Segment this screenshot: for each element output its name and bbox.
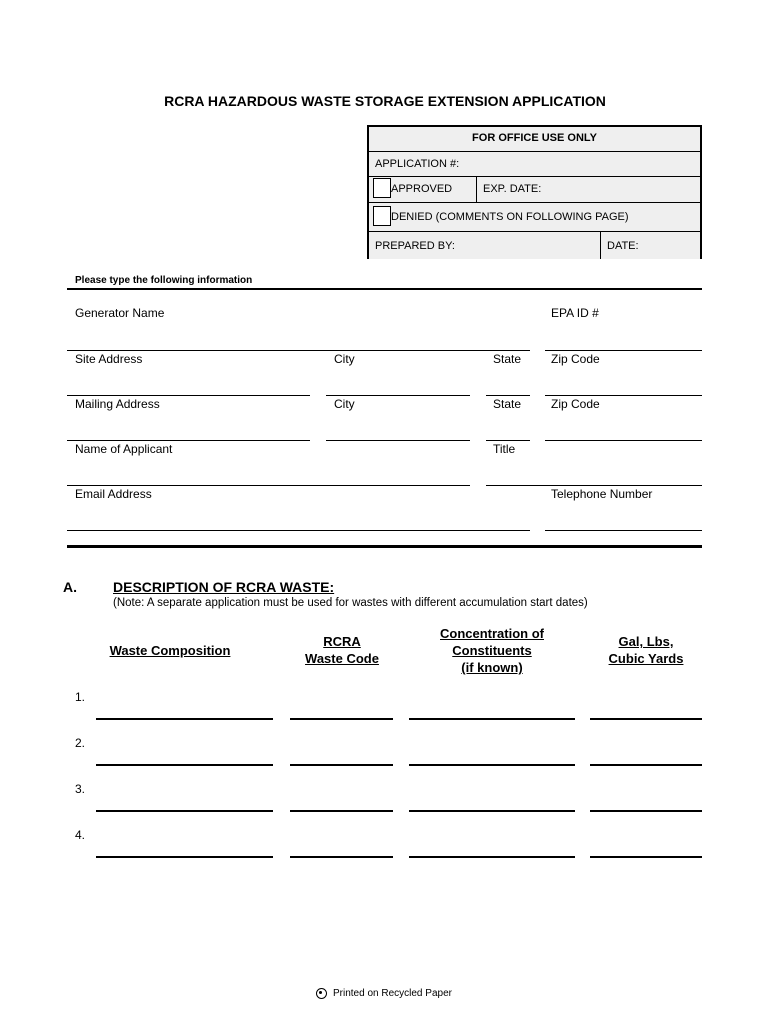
concentration-header-line3: (if known)	[461, 660, 523, 675]
concentration-header-line2: Constituents	[452, 643, 532, 658]
telephone-number-field[interactable]	[545, 530, 702, 531]
mailing-city-field[interactable]	[326, 440, 470, 441]
applicant-title-label: Title	[493, 442, 516, 456]
email-address-label: Email Address	[75, 487, 152, 501]
row4-waste-code-field[interactable]	[290, 856, 393, 858]
quantity-header-line2: Cubic Yards	[608, 651, 684, 666]
row-number-1: 1.	[75, 690, 86, 704]
section-end-divider	[67, 545, 702, 548]
row1-waste-code-field[interactable]	[290, 718, 393, 720]
site-city-field[interactable]	[326, 395, 470, 396]
section-a-heading: DESCRIPTION OF RCRA WASTE:	[113, 579, 335, 595]
concentration-header	[412, 625, 572, 676]
row-number-3: 3.	[75, 782, 86, 796]
section-a-note: (Note: A separate application must be used for wastes with different accumulation start dates)	[113, 597, 588, 609]
office-use-header: FOR OFFICE USE ONLY	[369, 127, 700, 151]
footer	[316, 988, 452, 999]
row-number-4: 4.	[75, 828, 86, 842]
epa-id-label: EPA ID #	[551, 306, 599, 320]
site-zip-field[interactable]	[545, 395, 702, 396]
footer-text: Printed on Recycled Paper	[333, 988, 452, 1000]
site-address-label: Site Address	[75, 352, 143, 366]
office-date-label: DATE:	[607, 240, 639, 252]
row2-waste-code-field[interactable]	[290, 764, 393, 766]
row1-concentration-field[interactable]	[409, 718, 575, 720]
epa-id-field[interactable]	[545, 350, 702, 351]
row2-waste-composition-field[interactable]	[96, 764, 273, 766]
waste-composition-header: Waste Composition	[109, 643, 231, 658]
section-a-letter: A.	[63, 579, 77, 595]
quantity-header-line1: Gal, Lbs,	[618, 634, 674, 649]
quantity-units-header	[586, 633, 706, 667]
site-state-field[interactable]	[486, 395, 530, 396]
applicant-name-field[interactable]	[67, 485, 470, 486]
mailing-state-label: State	[493, 397, 522, 411]
applicant-title-field[interactable]	[486, 485, 702, 486]
mailing-city-label: City	[334, 397, 355, 411]
telephone-number-label: Telephone Number	[551, 487, 653, 501]
row3-concentration-field[interactable]	[409, 810, 575, 812]
mailing-address-label: Mailing Address	[75, 397, 160, 411]
rcra-waste-code-header	[282, 633, 402, 667]
prepared-by-label: PREPARED BY:	[375, 240, 455, 252]
approved-label: APPROVED	[391, 183, 453, 195]
generator-name-field[interactable]	[67, 350, 530, 351]
exp-date-label: EXP. DATE:	[483, 183, 542, 195]
concentration-header-line1: Concentration of	[440, 626, 544, 641]
section-divider	[67, 288, 702, 290]
denied-checkbox[interactable]	[373, 206, 391, 226]
applicant-name-label: Name of Applicant	[75, 442, 173, 456]
mailing-address-field[interactable]	[67, 440, 310, 441]
generator-name-label: Generator Name	[75, 306, 165, 320]
recycle-icon	[316, 988, 327, 999]
row3-waste-code-field[interactable]	[290, 810, 393, 812]
denied-label: DENIED (COMMENTS ON FOLLOWING PAGE)	[391, 211, 629, 223]
row1-waste-composition-field[interactable]	[96, 718, 273, 720]
row4-concentration-field[interactable]	[409, 856, 575, 858]
application-number-label: APPLICATION #:	[375, 158, 460, 170]
rcra-header-line2: Waste Code	[305, 651, 379, 666]
email-address-field[interactable]	[67, 530, 530, 531]
site-state-label: State	[493, 352, 522, 366]
row2-quantity-field[interactable]	[590, 764, 702, 766]
row-number-2: 2.	[75, 736, 86, 750]
document-title: RCRA HAZARDOUS WASTE STORAGE EXTENSION APPLICATION	[164, 93, 606, 109]
site-city-label: City	[334, 352, 355, 366]
row3-quantity-field[interactable]	[590, 810, 702, 812]
row3-waste-composition-field[interactable]	[96, 810, 273, 812]
row2-concentration-field[interactable]	[409, 764, 575, 766]
office-use-box	[367, 125, 702, 259]
mailing-zip-label: Zip Code	[551, 397, 600, 411]
site-address-field[interactable]	[67, 395, 310, 396]
row4-quantity-field[interactable]	[590, 856, 702, 858]
mailing-state-field[interactable]	[486, 440, 530, 441]
site-zip-label: Zip Code	[551, 352, 600, 366]
row4-waste-composition-field[interactable]	[96, 856, 273, 858]
rcra-header-line1: RCRA	[323, 634, 361, 649]
row1-quantity-field[interactable]	[590, 718, 702, 720]
approved-checkbox[interactable]	[373, 178, 391, 198]
mailing-zip-field[interactable]	[545, 440, 702, 441]
instruction-text: Please type the following information	[75, 275, 253, 286]
